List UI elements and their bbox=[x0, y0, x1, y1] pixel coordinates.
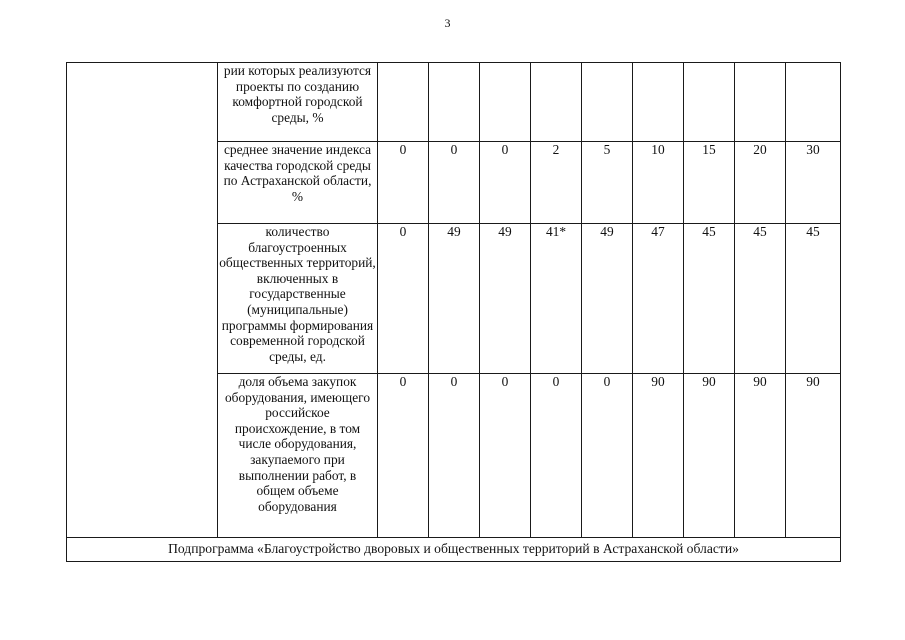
value-cell: 10 bbox=[633, 142, 684, 224]
indicator-description: среднее значение индекса качества городской среды по Астраханской области, % bbox=[218, 142, 378, 224]
value-cell: 49 bbox=[429, 224, 480, 374]
value-cell bbox=[480, 63, 531, 142]
value-cell: 90 bbox=[786, 374, 841, 538]
value-cell bbox=[429, 63, 480, 142]
value-cell: 0 bbox=[378, 142, 429, 224]
value-cell bbox=[735, 63, 786, 142]
value-cell bbox=[633, 63, 684, 142]
value-cell: 90 bbox=[684, 374, 735, 538]
left-empty-cell bbox=[67, 63, 218, 538]
value-cell: 30 bbox=[786, 142, 841, 224]
subprogram-row bbox=[67, 538, 841, 562]
value-cell bbox=[582, 63, 633, 142]
value-cell: 5 bbox=[582, 142, 633, 224]
value-cell: 49 bbox=[582, 224, 633, 374]
value-cell: 45 bbox=[684, 224, 735, 374]
value-cell bbox=[786, 63, 841, 142]
value-cell: 15 bbox=[684, 142, 735, 224]
value-cell bbox=[378, 63, 429, 142]
value-cell: 0 bbox=[582, 374, 633, 538]
value-cell: 47 bbox=[633, 224, 684, 374]
indicator-description: рии которых реализуются проекты по созданию комфортной городской среды, % bbox=[218, 63, 378, 142]
subprogram-title: Подпрограмма «Благоустройство дворовых и общественных территорий в Астраханской области» bbox=[67, 538, 841, 562]
value-cell: 0 bbox=[480, 374, 531, 538]
value-cell: 45 bbox=[786, 224, 841, 374]
value-cell: 0 bbox=[378, 224, 429, 374]
value-cell bbox=[531, 63, 582, 142]
value-cell: 20 bbox=[735, 142, 786, 224]
value-cell: 45 bbox=[735, 224, 786, 374]
indicator-description: количество благоустроенных общественных территорий, включенных в государственные (муниципальные) программы формирования современной городской среды, ед. bbox=[218, 224, 378, 374]
value-cell bbox=[684, 63, 735, 142]
value-cell: 0 bbox=[531, 374, 582, 538]
value-cell: 0 bbox=[378, 374, 429, 538]
value-cell: 90 bbox=[735, 374, 786, 538]
value-cell: 0 bbox=[480, 142, 531, 224]
table-row bbox=[67, 63, 841, 142]
value-cell: 90 bbox=[633, 374, 684, 538]
indicator-table bbox=[66, 62, 841, 562]
value-cell: 2 bbox=[531, 142, 582, 224]
value-cell: 0 bbox=[429, 142, 480, 224]
indicator-description: доля объема закупок оборудования, имеющего российское происхождение, в том числе оборудования, закупаемого при выполнении работ, в общем объеме оборудования bbox=[218, 374, 378, 538]
value-cell: 49 bbox=[480, 224, 531, 374]
value-cell: 0 bbox=[429, 374, 480, 538]
page-number: 3 bbox=[444, 16, 451, 30]
value-cell: 41* bbox=[531, 224, 582, 374]
